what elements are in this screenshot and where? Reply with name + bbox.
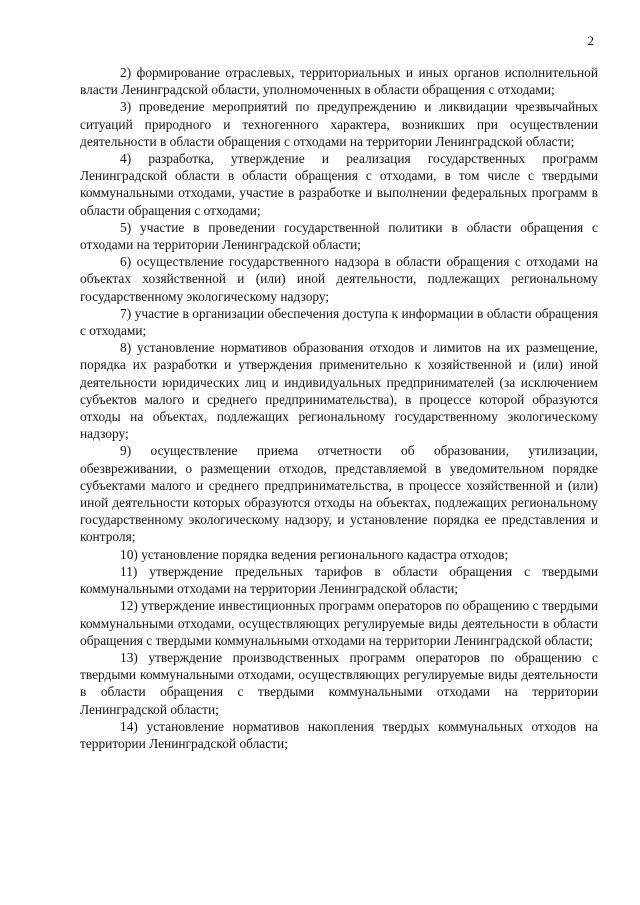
paragraph-item-11: 11) утверждение предельных тарифов в области обращения с твердыми коммунальными отходами на территории Ленинградской области;: [80, 563, 598, 597]
paragraph-item-8: 8) установление нормативов образования отходов и лимитов на их размещение, порядка их разработки и утверждения применительно к хозяйственной и (или) иной деятельности юридических лиц и индивидуальных предпринимателей (за исключением субъектов малого и среднего предпринимательства), в процессе которой образуются отходы на объектах, подлежащих региональному государственному экологическому надзору;: [80, 340, 598, 442]
paragraph-item-2: 2) формирование отраслевых, территориальных и иных органов исполнительной власти Ленинградской области, уполномоченных в области обращения с отходами;: [80, 65, 598, 98]
paragraph-item-5: 5) участие в проведении государственной политики в области обращения с отходами на территории Ленинградской области;: [80, 219, 598, 253]
page-number: 2: [587, 33, 594, 48]
paragraph-item-6: 6) осуществление государственного надзора в области обращения с отходами на объектах хозяйственной и (или) иной деятельности, подлежащих региональному государственному экологическому надзору;: [80, 254, 598, 304]
paragraph-item-3: 3) проведение мероприятий по предупреждению и ликвидации чрезвычайных ситуаций природного и техногенного характера, возникших при осуществлении деятельности в области обращения с отходами на территории Ленинградской области;: [80, 99, 598, 149]
paragraph-item-9: 9) осуществление приема отчетности об образовании, утилизации, обезвреживании, о размещении отходов, представляемой в уведомительном порядке субъектами малого и среднего предпринимательства, в процессе хозяйственной и (или) иной деятельности которых образуются отходы на объектах, подлежащих региональному государственному экологическому надзору, и установление порядка ее представления и контроля;: [80, 443, 598, 545]
paragraph-item-12: 12) утверждение инвестиционных программ операторов по обращению с твердыми коммунальными отходами, осуществляющих регулируемые виды деятельности в области обращения с твердыми коммунальными отходами на территории Ленинградской области;: [80, 598, 598, 648]
paragraph-item-7: 7) участие в организации обеспечения доступа к информации в области обращения с отходами;: [80, 305, 598, 339]
document-body: [80, 64, 598, 752]
paragraph-item-14: 14) установление нормативов накопления твердых коммунальных отходов на территории Ленинградской области;: [80, 718, 598, 751]
paragraph-item-4: 4) разработка, утверждение и реализация государственных программ Ленинградской области в области обращения с отходами, в том числе с твердыми коммунальными отходами, участие в разработке и выполнении федеральных программ в области обращения с отходами;: [80, 151, 598, 218]
paragraph-item-10: 10) установление порядка ведения регионального кадастра отходов;: [120, 546, 509, 562]
paragraph-item-13: 13) утверждение производственных программ операторов по обращению с твердыми коммунальными отходами, осуществляющих регулируемые виды деятельности в области обращения с твердыми коммунальными отходами на территории Ленинградской области;: [80, 649, 598, 717]
